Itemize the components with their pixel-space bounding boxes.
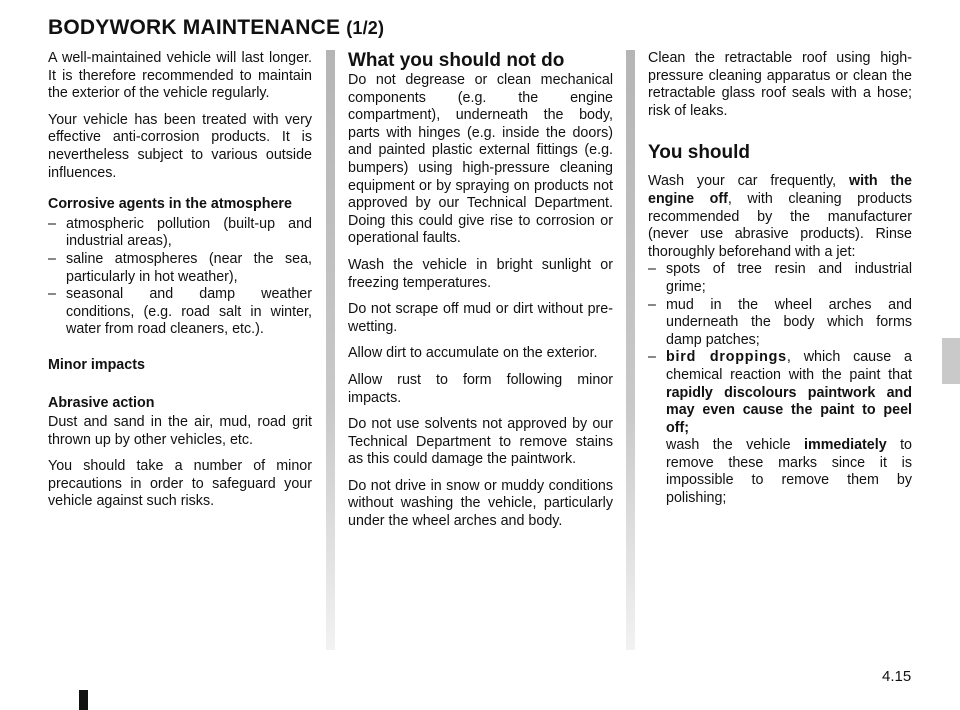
corrosive-agents-list bbox=[48, 216, 312, 339]
column-divider-right bbox=[626, 50, 635, 650]
wash-immediately-bold: immediately bbox=[804, 437, 887, 454]
column-left bbox=[48, 50, 312, 520]
precautions-paragraph: You should take a number of minor precautions in order to safeguard your vehicle against such risks. bbox=[48, 458, 312, 510]
you-should-list bbox=[648, 261, 912, 507]
abrasive-action-heading: Abrasive action bbox=[48, 394, 155, 411]
title-text: BODYWORK MAINTENANCE bbox=[48, 16, 341, 39]
body-paragraph: Allow dirt to accumulate on the exterior. bbox=[348, 345, 598, 362]
list-item bbox=[648, 349, 912, 507]
corner-mark bbox=[79, 690, 88, 710]
list-item: – saline atmospheres (near the sea, particularly in hot weather), bbox=[48, 251, 312, 286]
bird-droppings-text: bird droppings bbox=[666, 349, 787, 366]
list-item: – spots of tree resin and industrial grime; bbox=[648, 261, 912, 296]
wash-text: Wash your car frequently, bbox=[648, 173, 850, 190]
wash-immediately-post: to remove these marks since it is impossible to remove them by polishing; bbox=[666, 437, 912, 507]
corrosive-agents-heading: Corrosive agents in the atmosphere bbox=[48, 196, 292, 213]
retractable-roof-paragraph: Clean the retractable roof using high-pressure cleaning apparatus or clean the retractable glass roof seals with a hose; risk of leaks. bbox=[648, 50, 912, 119]
wash-paragraph bbox=[648, 173, 912, 261]
section-tab bbox=[942, 338, 960, 384]
body-paragraph: Allow rust to form following minor impacts. bbox=[348, 371, 613, 406]
column-right bbox=[648, 50, 912, 508]
body-paragraph: Wash the vehicle in bright sunlight or freezing temperatures. bbox=[348, 256, 613, 291]
body-paragraph: Do not scrape off mud or dirt without pre-wetting. bbox=[348, 301, 613, 335]
wash-text-rest: , with cleaning products recommended by the manufacturer (never use abrasive products). Rinse thoroughly beforehand with a jet: bbox=[648, 190, 912, 260]
body-paragraph: Do not degrease or clean mechanical components (e.g. the engine compartment), underneath the body, parts with hinges (e.g. inside the doors) and painted plastic external fittings (e.g. bumpers) using high-pressure cleaning equipment or by spraying on products not approved by our Technical Department. Doing this could give rise to corrosion or operational faults. bbox=[348, 72, 613, 247]
column-divider-left bbox=[326, 50, 335, 650]
bird-droppings-desc: , which cause a chemical reaction with the paint that bbox=[666, 349, 913, 383]
body-paragraph: Do not use solvents not approved by our Technical Department to remove stains as this could damage the paintwork. bbox=[348, 416, 613, 468]
anti-corrosion-paragraph: Your vehicle has been treated with very effective anti-corrosion products. It is nevertheless subject to various outside influences. bbox=[48, 111, 312, 181]
bird-droppings-warning: rapidly discolours paintwork and may even cause the paint to peel off; bbox=[666, 384, 912, 436]
body-paragraph: Do not drive in snow or muddy conditions without washing the vehicle, particularly under the wheel arches and body. bbox=[348, 477, 613, 530]
what-not-to-do-heading: What you should not do bbox=[348, 50, 565, 71]
page-number: 4.15 bbox=[882, 668, 912, 685]
column-middle bbox=[348, 50, 613, 540]
list-item: – mud in the wheel arches and underneath the body which forms damp patches; bbox=[648, 297, 912, 350]
abrasive-action-text: Dust and sand in the air, mud, road grit thrown up by other vehicles, etc. bbox=[48, 414, 312, 448]
wash-immediately-pre: wash the vehicle bbox=[666, 437, 805, 454]
page-title bbox=[48, 16, 384, 40]
list-item: – seasonal and damp weather conditions, (e.g. road salt in winter, water from road cleaners, etc.). bbox=[48, 286, 312, 339]
list-item: – atmospheric pollution (built-up and industrial areas), bbox=[48, 216, 312, 251]
wash-bold-text: with the engine off bbox=[648, 173, 912, 207]
minor-impacts-heading: Minor impacts bbox=[48, 356, 145, 373]
intro-paragraph: A well-maintained vehicle will last longer. It is therefore recommended to maintain the exterior of the vehicle regularly. bbox=[48, 50, 312, 102]
you-should-heading: You should bbox=[648, 142, 751, 164]
title-part: (1/2) bbox=[346, 18, 385, 38]
